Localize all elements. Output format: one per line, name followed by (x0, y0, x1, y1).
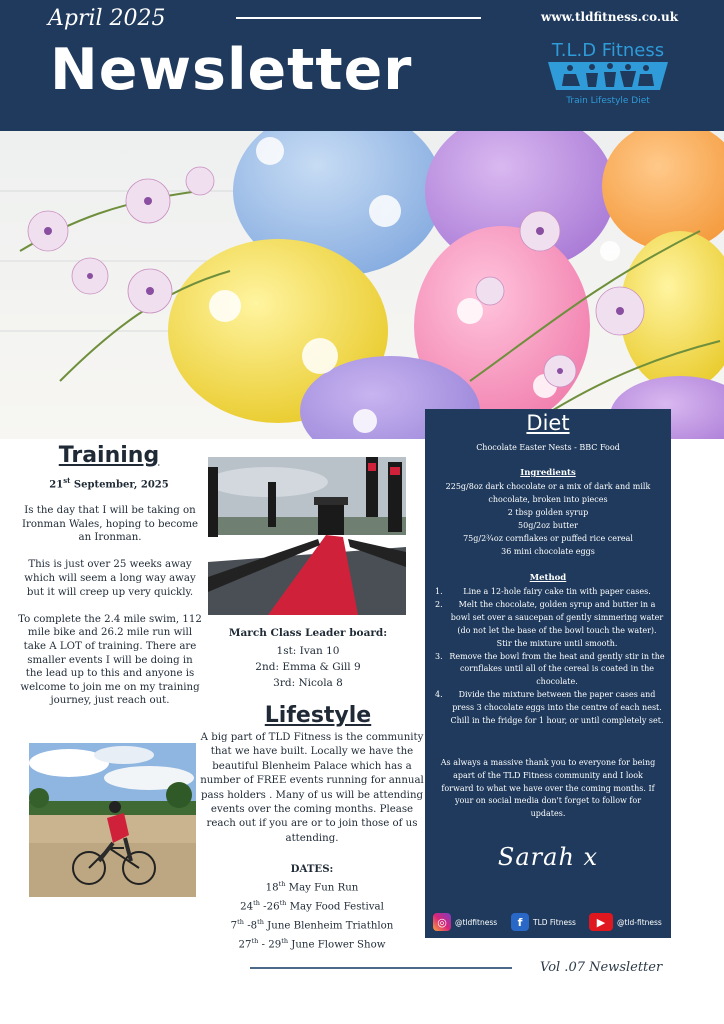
logo-tagline: Train Lifestyle Diet (566, 96, 650, 106)
training-paragraph: To complete the 2.4 mile swim, 112 mile bike and 26.2 mile run will take A LOT of training. There are smaller events I will be doing in the lead up to this and anyone is welcome to join me on my training journey, just reach out. (18, 613, 202, 707)
event-date-item: 18th May Fun Run (265, 879, 359, 894)
youtube-icon: ▶ (589, 913, 613, 931)
events-dates-list (200, 862, 424, 954)
method-step: 4. Divide the mixture between the paper cases and press 3 chocolate eggs into the centre of each nest. Chill in the fridge for 1 hour, or until completely set. (435, 690, 664, 726)
method-step: 2. Melt the chocolate, golden syrup and butter in a bowl set over a saucepan of gently simmering water (do not let the base of the bowl touch the water). Stir the mixture until smooth. (435, 599, 664, 648)
ironman-finish-line-photo (208, 457, 406, 615)
date-day: 21 (49, 479, 64, 491)
training-heading: Training (58, 443, 160, 468)
facebook-icon: f (511, 913, 529, 931)
instagram-link[interactable] (433, 913, 497, 931)
recipe-source: Chocolate Easter Nests - BBC Food (476, 443, 620, 452)
date-suffix: st (63, 476, 71, 485)
header-banner (0, 0, 724, 131)
ingredient-item: 2 tbsp golden syrup (507, 507, 589, 517)
ingredient-item: 75g/2¾oz cornflakes or puffed rice cereal (463, 533, 633, 543)
training-body (18, 504, 202, 722)
event-date-item: 24th -26th May Food Festival (240, 898, 384, 913)
event-date-item: 7th -8th June Blenheim Triathlon (230, 918, 394, 932)
dates-heading: DATES: (290, 863, 334, 875)
easter-eggs-hero-image (0, 131, 724, 439)
ingredients-heading: Ingredients (520, 468, 576, 478)
instagram-icon: ◎ (433, 913, 451, 931)
leaderboard-title: March Class Leader board: (228, 627, 388, 639)
ingredients-list (433, 481, 663, 558)
method-step: 3. Remove the bowl from the heat and gently stir in the cornflakes until all of the cereal is coated in the chocolate. (435, 651, 665, 687)
leaderboard-entry: 3rd: Nicola 8 (273, 677, 343, 689)
signature: Sarah x (497, 843, 599, 871)
cyclist-photo (29, 743, 196, 897)
diet-heading: Diet (526, 411, 570, 435)
lifestyle-paragraph: A big part of TLD Fitness is the community that we have built. Locally we have the beautiful Blenheim Palace which has a number of FREE events running for annual pass holders . Many of us will be attending events over the coming months. Please reach out if you are or to join those of us attending. (200, 732, 424, 844)
training-paragraph: Is the day that I will be taking on Ironman Wales, hoping to become an Ironman. (21, 505, 199, 544)
newsletter-title: Newsletter (50, 37, 413, 103)
training-paragraph: This is just over 25 weeks away which will seem a long way away but it will creep up very quickly. (24, 559, 196, 598)
lifestyle-body (200, 731, 424, 846)
lifestyle-heading: Lifestyle (264, 703, 372, 728)
header-divider (236, 17, 481, 19)
leaderboard-entry: 2nd: Emma & Gill 9 (255, 661, 361, 673)
logo-name: T.L.D Fitness (551, 40, 665, 61)
diet-panel (425, 409, 671, 938)
ingredient-item: 225g/8oz dark chocolate or a mix of dark and milk chocolate, broken into pieces (445, 482, 651, 504)
youtube-link[interactable] (589, 913, 662, 931)
issue-date: April 2025 (48, 6, 166, 31)
youtube-handle: @tld-fitness (617, 917, 662, 927)
footer-divider (250, 967, 512, 969)
facebook-handle: TLD Fitness (533, 917, 576, 927)
instagram-handle: @tldfitness (455, 917, 498, 927)
leaderboard-entry: 1st: Ivan 10 (276, 645, 340, 657)
ironman-date (20, 476, 198, 490)
date-rest: September, 2025 (70, 479, 169, 491)
event-date-item: 27th - 29th June Flower Show (238, 937, 386, 951)
tld-fitness-logo (540, 40, 676, 112)
method-step: 1. Line a 12-hole fairy cake tin with paper cases. (435, 587, 651, 596)
thank-you-message: As always a massive thank you to everyone for being apart of the TLD Fitness community and I look forward to what we have over the coming months. If your on social media don't forget to follow for updates. (440, 758, 656, 819)
leaderboard-list (208, 643, 408, 691)
ingredient-item: 50g/2oz butter (518, 520, 578, 530)
social-links (433, 910, 665, 932)
facebook-link[interactable] (511, 913, 576, 931)
method-heading: Method (529, 573, 567, 583)
volume-label: Vol .07 Newsletter (540, 960, 663, 975)
website-link[interactable]: www.tldfitness.co.uk (541, 10, 679, 24)
ingredient-item: 36 mini chocolate eggs (501, 546, 595, 556)
method-list (435, 586, 665, 728)
